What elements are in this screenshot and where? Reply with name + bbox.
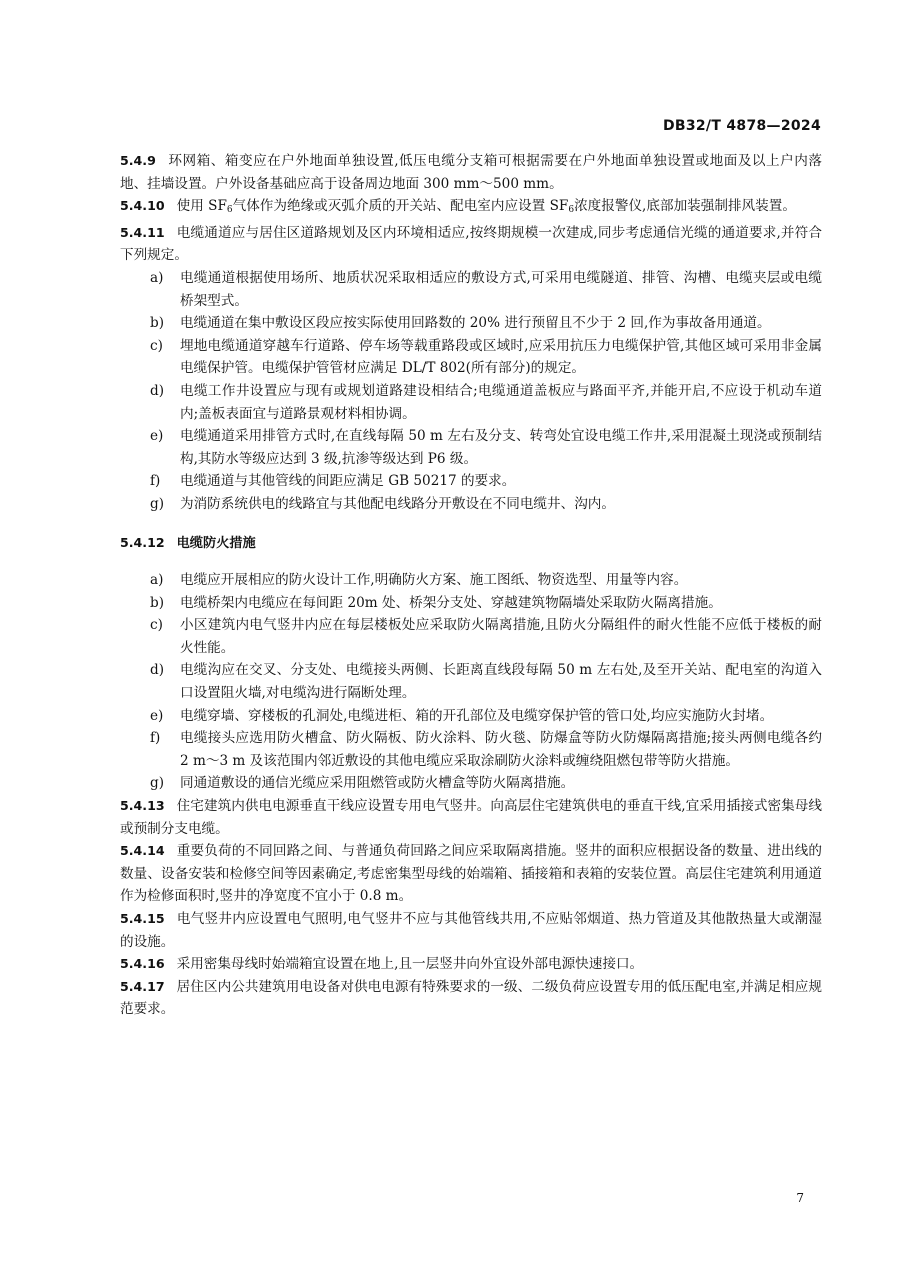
list-item	[120, 614, 822, 659]
item-label: d)	[150, 662, 165, 679]
clause-text: 气体作为绝缘或灭弧介质的开关站、配电室内应设置 SF	[232, 198, 569, 215]
item-text: 电缆工作井设置应与现有或规划道路建设相结合;电缆通道盖板应与路面平齐,并能开启,不应设于机动车道内;盖板表面宜与道路景观材料相协调。	[180, 382, 822, 422]
list-item	[120, 569, 822, 592]
clause-number: 5.4.17	[120, 978, 165, 994]
clause-5-4-16	[120, 953, 822, 976]
clause-text: 重要负荷的不同回路之间、与普通负荷回路之间应采取隔离措施。竖井的面积应根据设备的数量、进出线的数量、设备安装和检修空间等因素确定,考虑密集型母线的始端箱、插接箱和表箱的安装位置。高层住宅建筑利用通道作为检修面积时,竖井的净宽度不宜小于 0.8 m。	[120, 843, 822, 905]
item-text: 电缆通道与其他管线的间距应满足 GB 50217 的要求。	[180, 473, 516, 490]
item-text: 小区建筑内电气竖井内应在每层楼板处应采取防火隔离措施,且防火分隔组件的耐火性能不应低于楼板的耐火性能。	[180, 617, 822, 656]
item-label: f)	[150, 473, 161, 490]
clause-5-4-17	[120, 976, 822, 1021]
clause-5-4-10	[120, 195, 822, 222]
section-title: 电缆防火措施	[176, 535, 256, 551]
item-text: 埋地电缆通道穿越车行道路、停车场等载重路段或区域时,应采用抗压力电缆保护管,其他区域可采用非金属电缆保护管。电缆保护管管材应满足 DL/T 802(所有部分)的规定。	[180, 337, 822, 377]
item-text: 电缆穿墙、穿楼板的孔洞处,电缆进柜、箱的开孔部位及电缆穿保护管的管口处,均应实施防火封堵。	[180, 707, 774, 724]
list-item	[120, 659, 822, 704]
list-item	[120, 425, 822, 470]
clause-5-4-11-items	[120, 267, 822, 516]
clause-number: 5.4.13	[120, 798, 165, 814]
page-number: 7	[796, 1191, 804, 1205]
item-label: g)	[150, 775, 165, 792]
item-text: 同通道敷设的通信光缆应采用阻燃管或防火槽盒等防火隔离措施。	[180, 775, 575, 792]
item-text: 电缆沟应在交叉、分支处、电缆接头两侧、长距离直线段每隔 50 m 左右处,及至开关站、配电室的沟道入口设置阻火墙,对电缆沟进行隔断处理。	[180, 662, 822, 702]
list-item	[120, 312, 822, 335]
list-item	[120, 470, 822, 493]
list-item	[120, 335, 822, 380]
clause-5-4-11	[120, 222, 822, 267]
item-label: g)	[150, 495, 165, 512]
clause-number: 5.4.16	[120, 956, 165, 972]
item-text: 为消防系统供电的线路宜与其他配电线路分开敷设在不同电缆井、沟内。	[180, 495, 615, 512]
clause-text: 使用 SF	[176, 198, 227, 215]
clause-number: 5.4.12	[120, 534, 165, 550]
item-label: c)	[150, 617, 163, 634]
clause-number: 5.4.9	[120, 153, 156, 168]
clause-text: 居住区内公共建筑用电设备对供电电源有特殊要求的一级、二级负荷应设置专用的低压配电室,并满足相应规范要求。	[120, 978, 822, 1018]
clause-number: 5.4.10	[120, 198, 165, 214]
item-label: e)	[150, 707, 164, 724]
subscript: 6	[568, 205, 575, 216]
clause-5-4-14	[120, 840, 822, 908]
list-item	[120, 592, 822, 615]
list-item	[120, 493, 822, 516]
item-text: 电缆通道在集中敷设区段应按实际使用回路数的 20% 进行预留且不少于 2 回,作为事故备用通道。	[180, 315, 771, 332]
clause-5-4-13	[120, 795, 822, 840]
clause-text: 住宅建筑内供电电源垂直干线应设置专用电气竖井。向高层住宅建筑供电的垂直干线,宜采用插接式密集母线或预制分支电缆。	[120, 798, 822, 837]
clause-text: 采用密集母线时始端箱宜设置在地上,且一层竖井向外宜设外部电源快速接口。	[176, 956, 644, 973]
item-text: 电缆应开展相应的防火设计工作,明确防火方案、施工图纸、物资选型、用量等内容。	[180, 572, 688, 589]
section-heading-5-4-12	[120, 532, 822, 556]
item-label: a)	[150, 269, 164, 286]
item-text: 电缆通道采用排管方式时,在直线每隔 50 m 左右及分支、转弯处宜设电缆工作井,采用混凝土现浇或预制结构,其防水等级应达到 3 级,抗渗等级达到 P6 级。	[180, 428, 822, 467]
clause-text: 电缆通道应与居住区道路规划及区内环境相适应,按终期规模一次建成,同步考虑通信光缆的通道要求,并符合下列规定。	[120, 224, 822, 264]
item-text: 电缆桥架内电缆应在每间距 20m 处、桥架分支处、穿越建筑物隔墙处采取防火隔离措施。	[180, 594, 722, 611]
item-label: c)	[150, 337, 163, 354]
list-item	[120, 772, 822, 795]
clause-text: 环网箱、箱变应在户外地面单独设置,低压电缆分支箱可根据需要在户外地面单独设置或地面及以上户内落地、挂墙设置。户外设备基础应高于设备周边地面 300 mm～500 mm。	[120, 153, 822, 192]
subscript: 6	[226, 205, 233, 216]
document-body	[120, 150, 822, 1021]
list-item	[120, 267, 822, 312]
standard-code: DB32/T 4878—2024	[662, 118, 821, 134]
clause-5-4-12-items	[120, 569, 822, 795]
item-label: a)	[150, 572, 164, 589]
clause-number: 5.4.15	[120, 911, 165, 926]
item-label: b)	[150, 315, 165, 332]
list-item	[120, 380, 822, 425]
clause-5-4-9	[120, 150, 822, 195]
clause-5-4-15	[120, 908, 822, 953]
item-label: f)	[150, 730, 161, 747]
item-label: e)	[150, 428, 164, 445]
clause-number: 5.4.11	[120, 224, 165, 240]
list-item	[120, 727, 822, 772]
clause-text: 浓度报警仪,底部加装强制排风装置。	[574, 198, 796, 215]
item-text: 电缆接头应选用防火槽盒、防火隔板、防火涂料、防火毯、防爆盒等防火防爆隔离措施;接头两侧电缆各约 2 m～3 m 及该范围内邻近敷设的其他电缆应采取涂刷防火涂料或缠绕阻燃包带等防火措施。	[180, 730, 822, 769]
item-label: b)	[150, 594, 165, 611]
list-item	[120, 705, 822, 728]
clause-number: 5.4.14	[120, 843, 165, 859]
item-text: 电缆通道根据使用场所、地质状况采取相适应的敷设方式,可采用电缆隧道、排管、沟槽、电缆夹层或电缆桥架型式。	[180, 269, 822, 309]
item-label: d)	[150, 382, 165, 399]
clause-text: 电气竖井内应设置电气照明,电气竖井不应与其他管线共用,不应贴邻烟道、热力管道及其他散热量大或潮湿的设施。	[120, 911, 822, 950]
